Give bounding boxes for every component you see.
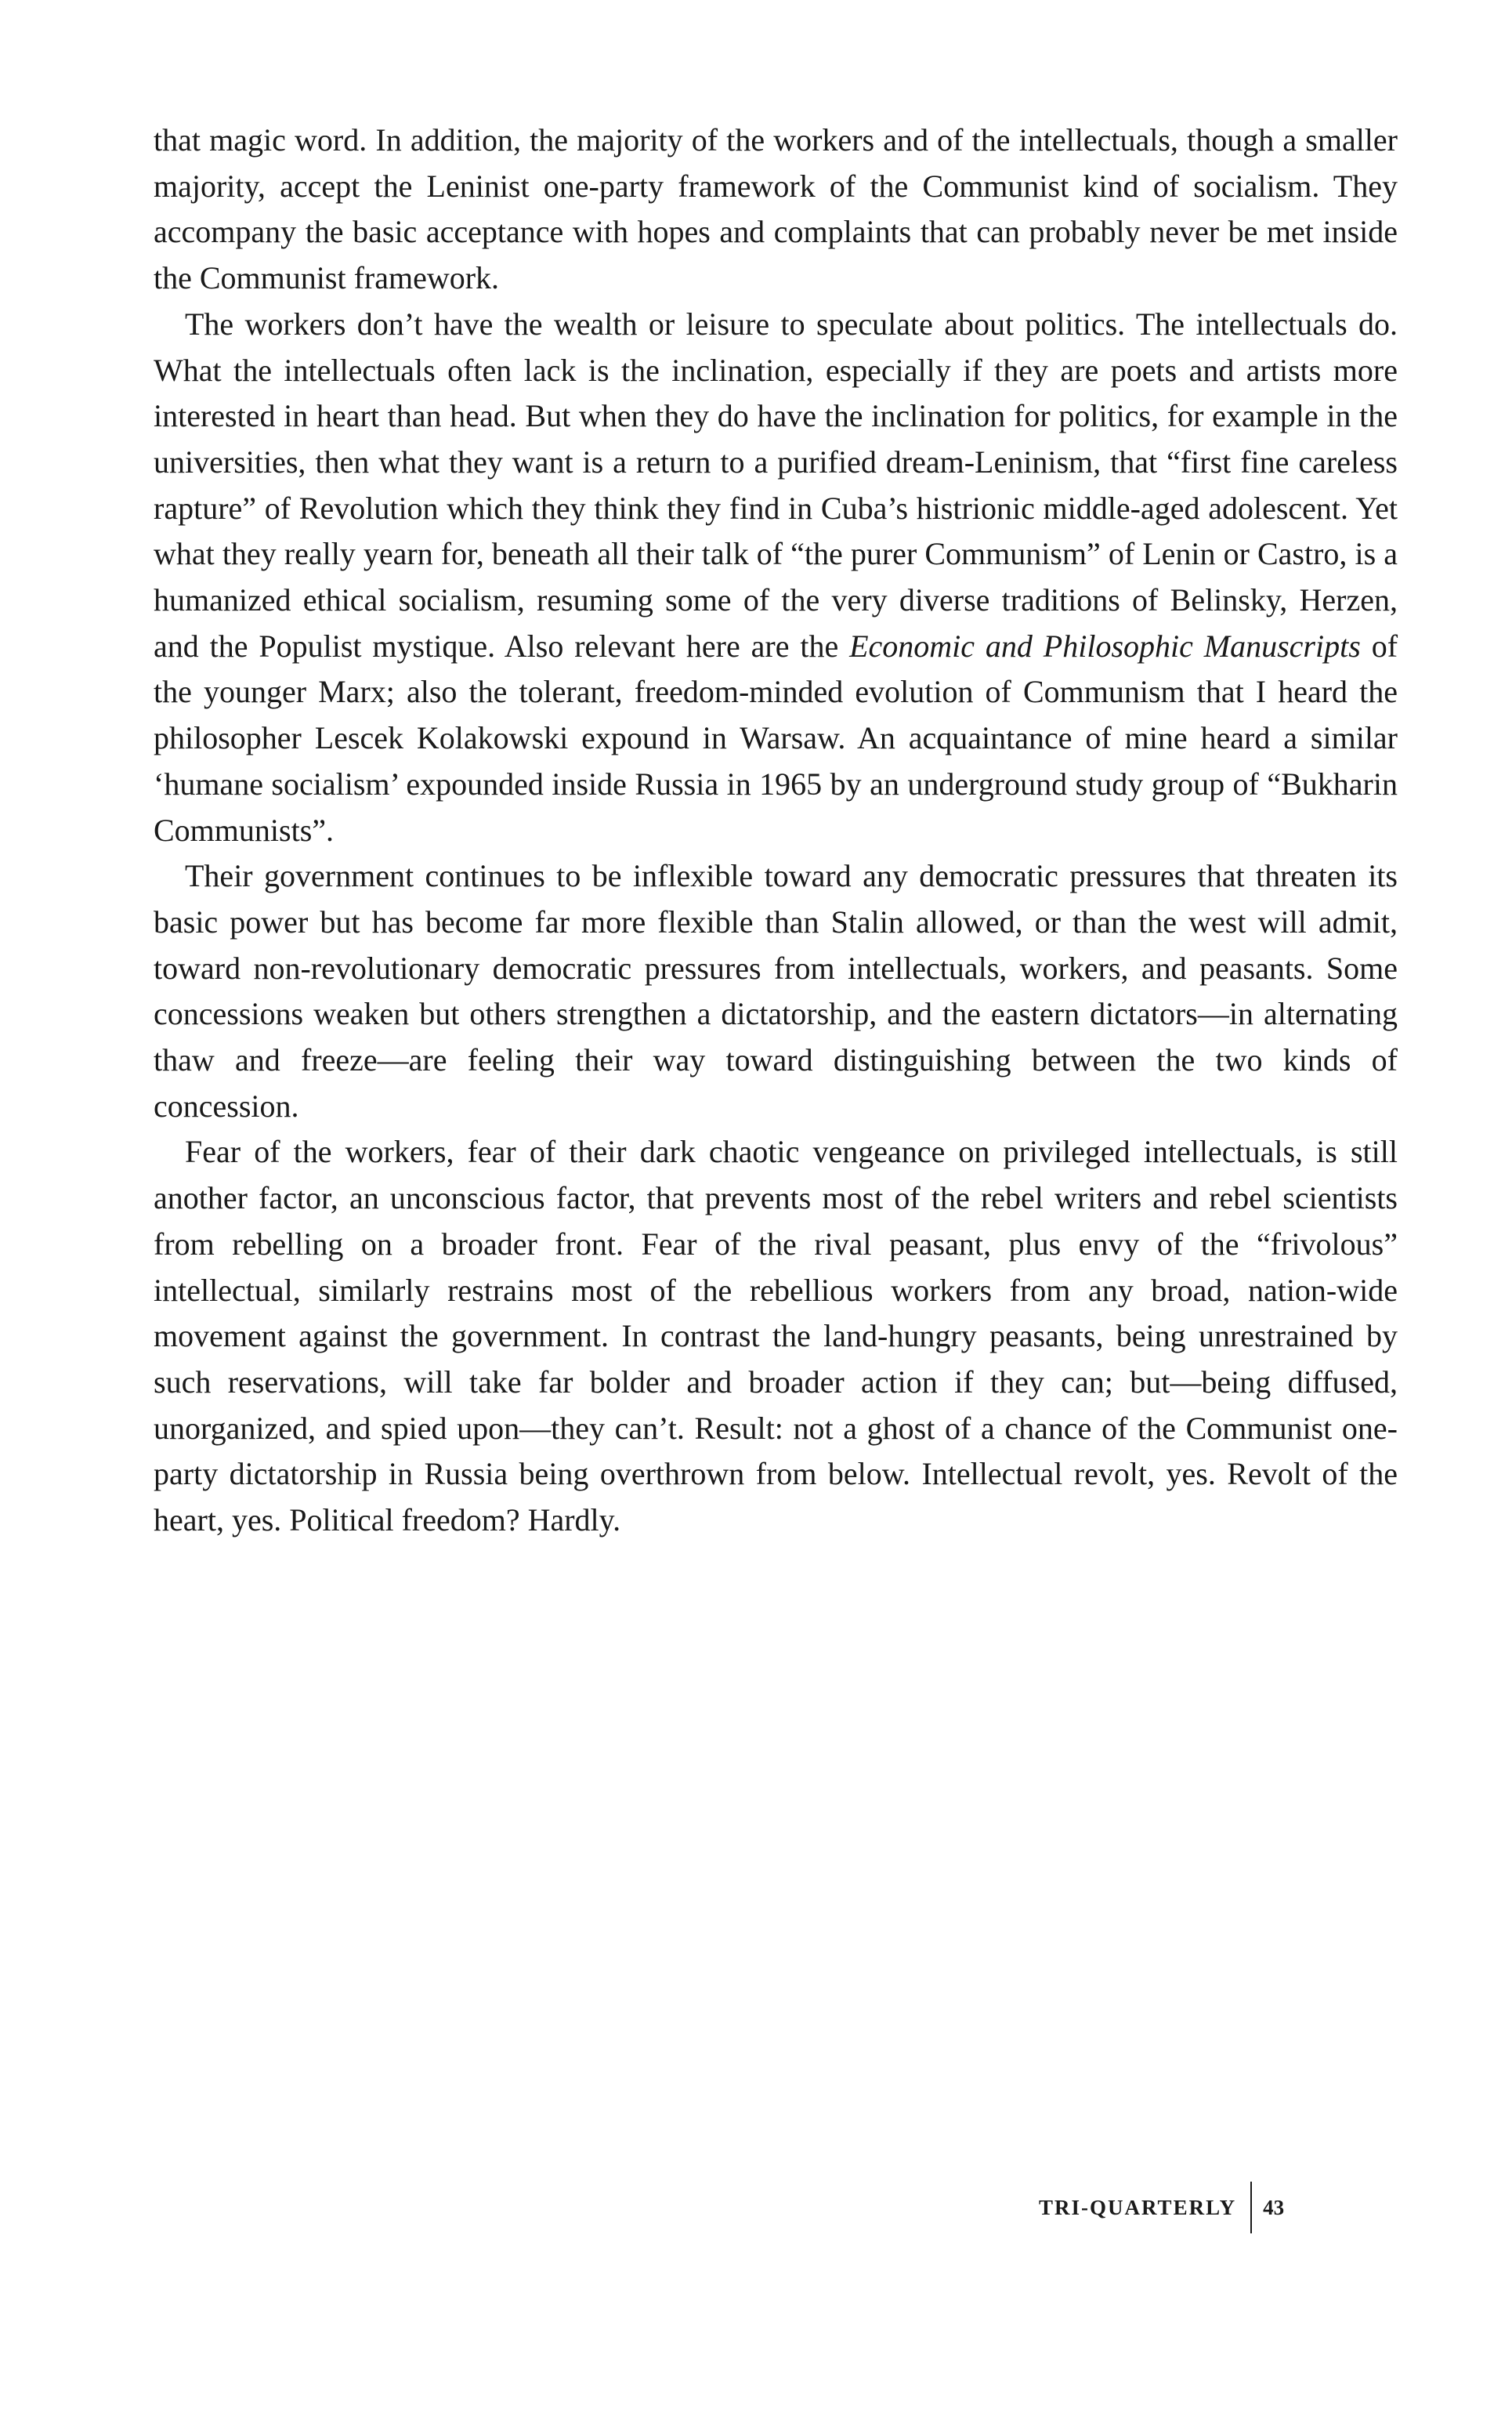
- paragraph-2-tail: of the younger Marx; also the tolerant, freedom-minded evolution of Communism that I heard the philosopher Lescek Kolakowski expound in Warsaw. An acquaintance of mine heard a similar ‘humane socialism’ expounded inside Russia in 1965 by an underground study group of “Bukharin Communists”.: [154, 628, 1398, 848]
- page-number: 43: [1263, 2195, 1285, 2219]
- paragraph-3-text: Their government continues to be inflexible toward any democratic pressures that threaten its basic power but has become far more flexible than Stalin allowed, or than the west will admit, toward non-revolutionary democratic pressures from intellectuals, workers, and peasants. Some concessions weaken but others strengthen a dictatorship, and the eastern dictators—in alternating thaw and freeze—are feeling their way toward distinguishing between the two kinds of concession.: [154, 858, 1398, 1124]
- journal-name: TRI-QUARTERLY: [1039, 2195, 1237, 2219]
- book-title-italic: Economic and Philosophic Manuscripts: [849, 628, 1361, 664]
- paragraph-2-text: The workers don’t have the wealth or leisure to speculate about politics. The intellectuals do. What the intellectuals often lack is the inclination, especially if they are poets and artists more interested in heart than head. But when they do have the inclination for politics, for example in the universities, then what they want is a return to a purified dream-Leninism, that “first fine careless rapture” of Revolution which they think they find in Cuba’s histrionic middle-aged adolescent. Yet what they really yearn for, beneath all their talk of “the purer Communism” of Lenin or Castro, is a humanized ethical socialism, resuming some of the very diverse traditions of Belinsky, Herzen, and the Populist mystique. Also relevant here are the: [154, 306, 1398, 664]
- paragraph-1-text: that magic word. In addition, the majority of the workers and of the intellectuals, though a smaller majority, accept the Leninist one-party framework of the Communist kind of socialism. They accompany the basic acceptance with hopes and complaints that can probably never be met inside the Communist framework.: [154, 122, 1398, 296]
- paragraph-4: [154, 1129, 1398, 1543]
- paragraph-3: [154, 853, 1398, 1129]
- page-footer: [1039, 2182, 1284, 2233]
- paragraph-1: [154, 118, 1398, 302]
- paragraph-4-text: Fear of the workers, fear of their dark chaotic vengeance on privileged intellectuals, is still another factor, an unconscious factor, that prevents most of the rebel writers and rebel scientists from rebelling on a broader front. Fear of the rival peasant, plus envy of the “frivolous” intellectual, similarly restrains most of the rebellious workers from any broad, nation-wide movement against the government. In contrast the land-hungry peasants, being unrestrained by such reservations, will take far bolder and broader action if they can; but—being diffused, unorganized, and spied upon—they can’t. Result: not a ghost of a chance of the Communist one-party dictatorship in Russia being overthrown from below. Intellectual revolt, yes. Revolt of the heart, yes. Political freedom? Hardly.: [154, 1134, 1398, 1538]
- article-body: [154, 118, 1398, 1544]
- paragraph-2: [154, 302, 1398, 853]
